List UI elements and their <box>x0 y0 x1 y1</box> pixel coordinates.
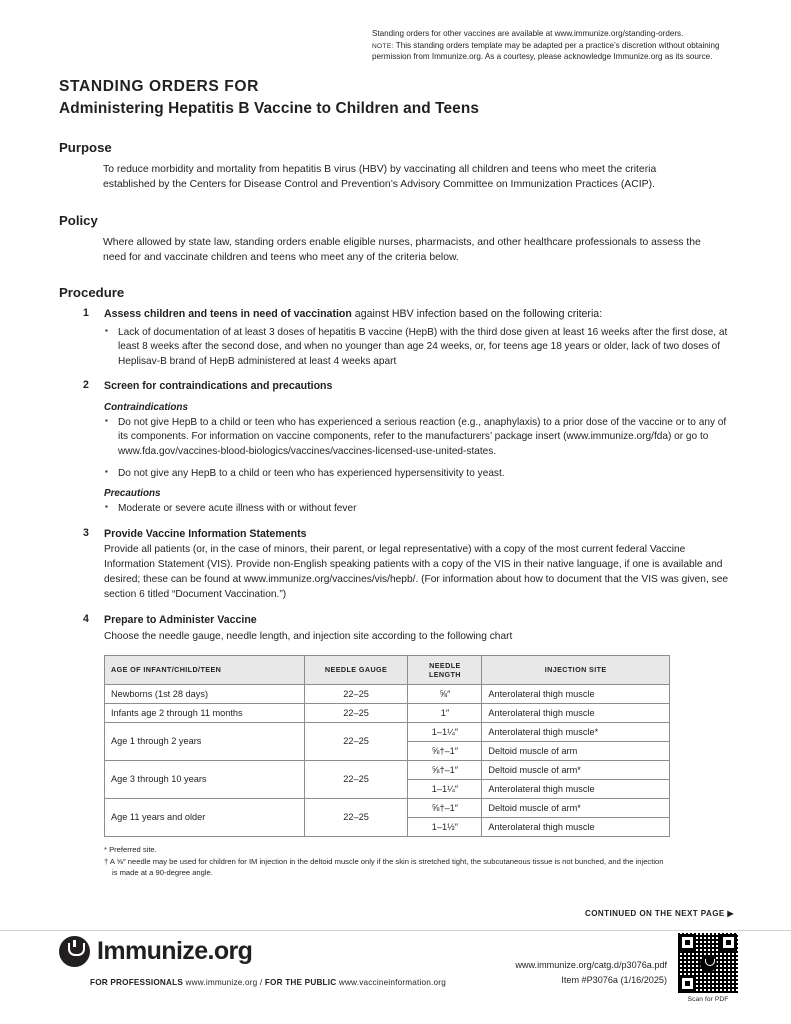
heading-procedure: Procedure <box>59 285 125 301</box>
cell-length: ⅝†–1″ <box>408 741 482 760</box>
logo-text: Immunize.org <box>97 937 253 965</box>
needle-chart-wrap <box>104 655 735 837</box>
table-header <box>105 655 670 684</box>
cell-site: Deltoid muscle of arm* <box>482 760 670 779</box>
cell-gauge: 22–25 <box>304 722 408 760</box>
procedure-text: Choose the needle gauge, needle length, and injection site according to the following chart <box>104 630 513 642</box>
bullet: ▪ Moderate or severe acute illness with or without fever <box>104 502 735 517</box>
bullet: ▪ Do not give HepB to a child or teen who has experienced a serious reaction (e.g., anaphylaxis) to a prior dose of the vaccine or to any of its components. For information on vaccine components, refer to the manufacturers’ package insert (www.immunize.org/fda) or go to www.fda.gov/vaccines-blood-biologics/vaccines/vaccines-licensed-use-united-states. <box>104 416 735 460</box>
cell-length: ⅝†–1″ <box>408 798 482 817</box>
bullet: ▪ Do not give any HepB to a child or teen who has experienced hypersensitivity to yeast. <box>104 467 735 482</box>
footer-divider <box>0 930 791 931</box>
cell-age: Infants age 2 through 11 months <box>105 703 305 722</box>
cell-age: Age 11 years and older <box>105 798 305 836</box>
footnote-2: † A ⅝″ needle may be used for children for IM injection in the deltoid muscle only if the skin is stretched tight, the subcutaneous tissue is not bunched, and the injection is made at a 90-degree angle. <box>104 857 664 878</box>
cell-length: 1″ <box>408 703 482 722</box>
public-url[interactable]: www.vaccineinformation.org <box>338 978 446 987</box>
cell-length: 1–1½″ <box>408 817 482 836</box>
cell-site: Deltoid muscle of arm* <box>482 798 670 817</box>
procedure-item-3 <box>59 527 735 603</box>
page-title: STANDING ORDERS FOR <box>59 78 259 95</box>
procedure-text: Provide all patients (or, in the case of minors, their parent, or legal representative) with a copy of the most current federal Vaccine Information Statement (VIS). Provide non-English speaking patients with a copy of the VIS in their native language, if one is available and desired; these can be found at www.immunize.org/vaccines/vis/hepb/. (For information about how to document that the VIS was given, see section 6 titled “Document Vaccination.”) <box>104 544 729 601</box>
col-length: NEEDLE LENGTH <box>408 655 482 684</box>
qr-center-logo-icon <box>700 955 717 972</box>
purpose-body: To reduce morbidity and mortality from hepatitis B virus (HBV) by vaccinating all children and teens who meet the criteria established by the Centers for Disease Control and Prevention’s Advisory Committee on Immunization Practices (ACIP). <box>103 164 657 191</box>
procedure-number: 2 <box>83 379 89 392</box>
bullet: ▪ Lack of documentation of at least 3 doses of hepatitis B vaccine (HepB) with the third dose given at least 16 weeks after the first dose, at least 8 weeks after the second dose, and when no younger than age 24 weeks, or, for teens age 18 years or older, lack of two doses of Heplisav-B brand of HepB administered at least 4 weeks apart <box>104 326 735 370</box>
cell-length: ⅝″ <box>408 684 482 703</box>
cell-age: Age 3 through 10 years <box>105 760 305 798</box>
contraindications-heading: Contraindications <box>104 401 188 413</box>
table-row <box>105 703 670 722</box>
document-content <box>59 78 735 879</box>
qr-code-block[interactable] <box>677 932 739 1003</box>
professionals-url[interactable]: www.immunize.org <box>185 978 258 987</box>
procedure-number: 4 <box>83 613 89 626</box>
precautions-heading: Precautions <box>104 488 161 500</box>
col-age: AGE OF INFANT/CHILD/TEEN <box>105 655 305 684</box>
col-site: INJECTION SITE <box>482 655 670 684</box>
cell-site: Anterolateral thigh muscle <box>482 684 670 703</box>
immunize-logo[interactable] <box>59 936 252 967</box>
procedure-heading: Prepare to Administer Vaccine <box>104 614 257 627</box>
heading-policy: Policy <box>59 212 98 228</box>
procedure-item-1 <box>59 307 735 369</box>
cell-site: Anterolateral thigh muscle <box>482 703 670 722</box>
cell-gauge: 22–25 <box>304 703 408 722</box>
needle-selection-table <box>104 655 670 837</box>
cell-length: ⅝†–1″ <box>408 760 482 779</box>
top-note-body <box>372 40 744 63</box>
procedure-item-4 <box>59 613 735 644</box>
procedure-heading: Provide Vaccine Information Statements <box>104 527 307 540</box>
table-row <box>105 684 670 703</box>
procedure-list <box>59 307 735 644</box>
footer-links <box>90 978 446 987</box>
footnotes <box>104 845 664 879</box>
cell-age: Newborns (1st 28 days) <box>105 684 305 703</box>
policy-body: Where allowed by state law, standing orders enable eligible nurses, pharmacists, and other healthcare professionals to assess the need for and vaccinate children and teens who meet any of the criteria below. <box>103 236 701 263</box>
table-row <box>105 798 670 817</box>
footer-separator: / <box>259 978 263 987</box>
col-gauge: NEEDLE GAUGE <box>304 655 408 684</box>
cell-length: 1–1¼″ <box>408 722 482 741</box>
procedure-heading: Screen for contraindications and precautions <box>104 380 333 393</box>
page-subtitle: Administering Hepatitis B Vaccine to Children and Teens <box>59 100 479 117</box>
procedure-item-2 <box>59 379 735 516</box>
procedure-heading <box>104 307 735 322</box>
heading-purpose: Purpose <box>59 140 112 155</box>
procedure-heading-normal: against HBV infection based on the following criteria: <box>351 308 603 321</box>
qr-finder-icon <box>679 934 696 951</box>
qr-finder-icon <box>720 934 737 951</box>
cell-site: Anterolateral thigh muscle* <box>482 722 670 741</box>
contraindications-bullets <box>104 416 735 482</box>
footnote-1: * Preferred site. <box>104 844 157 854</box>
procedure-1-bullets <box>104 326 735 370</box>
procedure-number: 3 <box>83 526 89 539</box>
cell-age: Age 1 through 2 years <box>105 722 305 760</box>
cell-length: 1–1¼″ <box>408 779 482 798</box>
cell-site: Deltoid muscle of arm <box>482 741 670 760</box>
qr-caption: Scan for PDF <box>687 996 729 1003</box>
table-body <box>105 684 670 836</box>
cell-gauge: 22–25 <box>304 760 408 798</box>
cell-site: Anterolateral thigh muscle <box>482 817 670 836</box>
document-url[interactable]: www.immunize.org/catg.d/p3076a.pdf <box>515 960 667 970</box>
cell-site: Anterolateral thigh muscle <box>482 779 670 798</box>
table-row <box>105 722 670 741</box>
table-row <box>105 760 670 779</box>
cell-gauge: 22–25 <box>304 798 408 836</box>
procedure-heading-bold: Assess children and teens in need of vaccination <box>104 308 352 321</box>
qr-finder-icon <box>679 975 696 992</box>
cell-gauge: 22–25 <box>304 684 408 703</box>
professionals-label: FOR PROFESSIONALS <box>90 978 184 987</box>
top-note-line1: Standing orders for other vaccines are available at www.immunize.org/standing-orders. <box>372 29 684 38</box>
note-label: NOTE: <box>372 42 394 50</box>
footer-meta <box>515 958 667 987</box>
top-note <box>372 28 744 63</box>
public-label: FOR THE PUBLIC <box>264 978 337 987</box>
item-number: Item #P3076a (1/16/2025) <box>561 974 667 985</box>
precautions-bullets <box>104 502 735 517</box>
continued-label: CONTINUED ON THE NEXT PAGE ▶ <box>584 909 734 918</box>
procedure-number: 1 <box>83 307 89 320</box>
table-header-row <box>105 655 670 684</box>
shield-logo-icon <box>59 936 90 967</box>
qr-code-icon[interactable] <box>677 932 739 994</box>
note-text: This standing orders template may be adapted per a practice’s discretion without obtaining permission from Immunize.org. As a courtesy, please acknowledge Immunize.org as its source. <box>372 40 720 62</box>
